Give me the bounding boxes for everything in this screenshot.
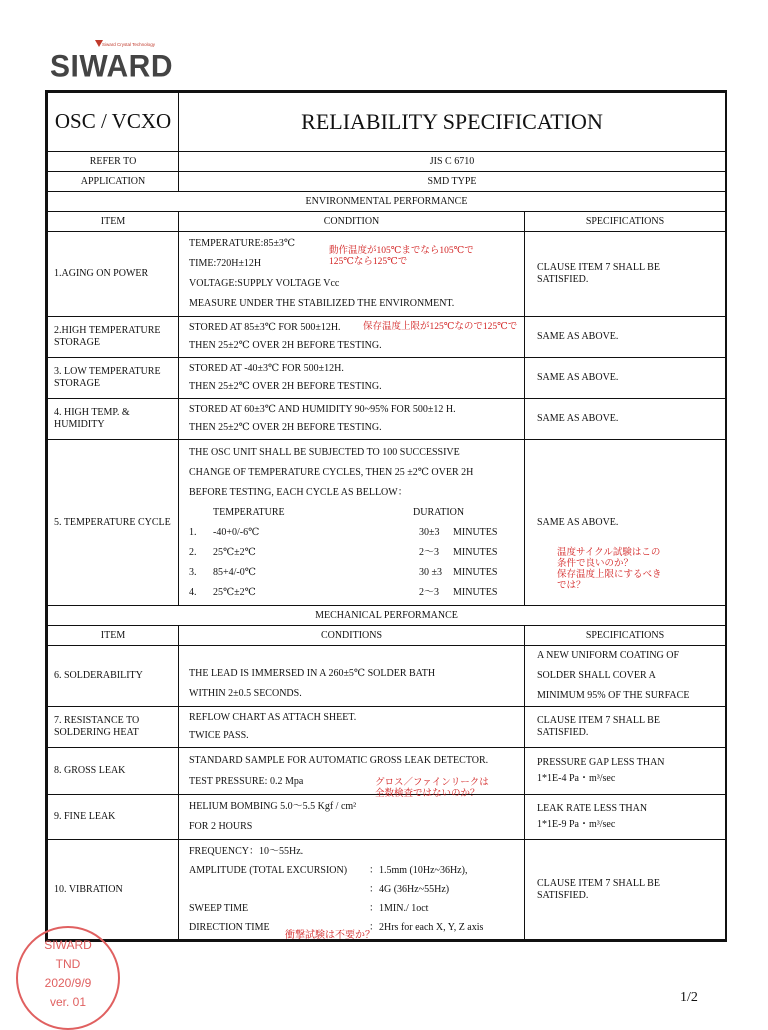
cycle-header	[189, 503, 514, 523]
condition-cell	[179, 399, 525, 440]
section-title-environmental: ENVIRONMENTAL PERFORMANCE	[48, 192, 726, 212]
condition-cell	[179, 358, 525, 399]
condition-line: THEN 25±2℃ OVER 2H BEFORE TESTING.	[189, 340, 382, 351]
condition-line: STORED AT 60±3℃ AND HUMIDITY 90~95% FOR 500±12 H.	[189, 404, 456, 415]
table-row	[48, 317, 726, 358]
condition-line: TWICE PASS.	[189, 730, 249, 741]
condition-cell	[179, 795, 525, 840]
condition-line: TEST PRESSURE: 0.2 Mpa	[189, 776, 304, 787]
spec-line: LEAK RATE LESS THAN	[537, 803, 648, 814]
item-cell: 10. VIBRATION	[48, 840, 179, 940]
condition-line: CHANGE OF TEMPERATURE CYCLES, THEN 25 ±2℃ OVER 2H	[189, 466, 474, 478]
section-title-mechanical: MECHANICAL PERFORMANCE	[48, 606, 726, 626]
cycle-duration: 30±3	[419, 526, 440, 538]
spec-line: 1*1E-4 Pa・m³/sec	[537, 773, 616, 784]
cycle-duration: 2～3	[419, 546, 439, 558]
table-row	[48, 440, 726, 606]
condition-line: THE LEAD IS IMMERSED IN A 260±5℃ SOLDER BATH	[189, 668, 436, 679]
spec-cell	[525, 795, 726, 840]
condition-line: REFLOW CHART AS ATTACH SHEET.	[189, 712, 357, 723]
col-header-condition: CONDITION	[179, 212, 525, 232]
col-header-spec: SPECIFICATIONS	[525, 626, 726, 646]
stamp-version: ver. 01	[49, 995, 87, 1009]
table-row	[48, 707, 726, 748]
spec-line: SOLDER SHALL COVER A	[537, 670, 656, 681]
condition-line: VOLTAGE:SUPPLY VOLTAGE Vcc	[189, 278, 340, 289]
spec-cell	[525, 440, 726, 606]
condition-cell	[179, 232, 525, 317]
page-number: 1/2	[680, 990, 698, 1005]
item-cell: 7. RESISTANCE TO SOLDERING HEAT	[48, 707, 179, 748]
vibration-line	[189, 861, 514, 880]
cycle-number: 3.	[189, 566, 197, 578]
review-note-bottom: 衝撃試験は不要か？	[285, 930, 375, 941]
condition-cell	[179, 707, 525, 748]
spec-cell	[525, 748, 726, 795]
condition-line: STORED AT 85±3℃ FOR 500±12H.	[189, 322, 341, 333]
cycle-row	[189, 583, 514, 603]
condition-line: THE OSC UNIT SHALL BE SUBJECTED TO 100 SUCCESSIVE	[189, 446, 460, 458]
item-cell: 9. FINE LEAK	[48, 795, 179, 840]
item-cell: 1.AGING ON POWER	[48, 232, 179, 317]
spec-line: 1*1E-9 Pa・m³/sec	[537, 819, 616, 830]
cycle-duration: 2～3	[419, 586, 439, 598]
vibration-value: ：4G (36Hz~55Hz)	[369, 884, 450, 895]
col-header-spec: SPECIFICATIONS	[525, 212, 726, 232]
spec-line: A NEW UNIFORM COATING OF	[537, 650, 680, 661]
cycle-temperature: 25℃±2℃	[213, 586, 256, 598]
cycle-row	[189, 543, 514, 563]
company-logo	[48, 36, 188, 84]
cycle-row	[189, 523, 514, 543]
vibration-param: FREQUENCY：10～55Hz.	[189, 846, 304, 857]
vibration-param: AMPLITUDE (TOTAL EXCURSION)	[189, 865, 348, 876]
page-title: RELIABILITY SPECIFICATION	[179, 93, 726, 152]
review-note: 保存温度上限が125℃なので125℃で	[363, 322, 518, 332]
vibration-value: ：1.5mm (10Hz~36Hz),	[369, 865, 468, 876]
stamp-date: 2020/9/9	[44, 976, 92, 990]
table-row	[48, 358, 726, 399]
spec-table	[47, 92, 726, 940]
condition-line: MEASURE UNDER THE STABILIZED THE ENVIRONMENT.	[189, 298, 455, 309]
condition-line: FOR 2 HOURS	[189, 821, 253, 832]
condition-line: STORED AT -40±3℃ FOR 500±12H.	[189, 363, 344, 374]
condition-cell	[179, 646, 525, 707]
cycle-temperature: 25℃±2℃	[213, 546, 256, 558]
cycle-header-temperature: TEMPERATURE	[213, 506, 285, 518]
review-note: 動作温度が105℃までなら105℃で 125℃なら125℃で	[329, 246, 474, 267]
vibration-value: ：1MIN./ 1oct	[369, 903, 429, 914]
table-row	[48, 232, 726, 317]
cycle-number: 2.	[189, 546, 197, 558]
cycle-number: 4.	[189, 586, 197, 598]
approval-stamp	[16, 926, 120, 1030]
spec-cell: SAME AS ABOVE.	[525, 399, 726, 440]
condition-line: BEFORE TESTING, EACH CYCLE AS BELLOW：	[189, 486, 408, 498]
col-header-item: ITEM	[48, 212, 179, 232]
vibration-param: SWEEP TIME	[189, 903, 249, 914]
specification-sheet	[45, 90, 727, 942]
cycle-unit: MINUTES	[453, 546, 498, 558]
condition-line: STANDARD SAMPLE FOR AUTOMATIC GROSS LEAK DETECTOR.	[189, 755, 489, 766]
item-cell: 3. LOW TEMPERATURE STORAGE	[48, 358, 179, 399]
condition-line: THEN 25±2℃ OVER 2H BEFORE TESTING.	[189, 422, 382, 433]
vibration-line	[189, 899, 514, 918]
condition-cell	[179, 748, 525, 799]
application-value: SMD TYPE	[179, 172, 726, 192]
spec-cell: CLAUSE ITEM 7 SHALL BE SATISFIED.	[525, 232, 726, 317]
review-note: グロス／ファインリークは 全数検査ではないのか？	[375, 778, 489, 799]
spec-cell: CLAUSE ITEM 7 SHALL BE SATISFIED.	[525, 707, 726, 748]
refer-label: REFER TO	[48, 152, 179, 172]
condition-line: TIME:720H±12H	[189, 258, 262, 269]
application-label: APPLICATION	[48, 172, 179, 192]
item-cell: 2.HIGH TEMPERATURE STORAGE	[48, 317, 179, 358]
stamp-dept: TND	[55, 957, 81, 971]
condition-line: THEN 25±2℃ OVER 2H BEFORE TESTING.	[189, 381, 382, 392]
spec-line: MINIMUM 95% OF THE SURFACE	[537, 690, 690, 701]
vibration-value: ：2Hrs for each X, Y, Z axis	[369, 922, 484, 933]
logo-wordmark: SIWARD	[50, 49, 173, 84]
item-cell: 6. SOLDERABILITY	[48, 646, 179, 707]
condition-line: TEMPERATURE:85±3℃	[189, 238, 296, 249]
condition-line: HELIUM BOMBING 5.0～5.5 Kgf / cm²	[189, 801, 357, 812]
cycle-header-duration: DURATION	[413, 506, 465, 518]
spec-cell	[525, 646, 726, 707]
stamp-company: SIWARD	[44, 938, 92, 952]
cycle-unit: MINUTES	[453, 526, 498, 538]
col-header-item: ITEM	[48, 626, 179, 646]
cycle-duration: 30 ±3	[419, 566, 442, 578]
product-type: OSC / VCXO	[48, 93, 179, 152]
spec-line: PRESSURE GAP LESS THAN	[537, 757, 665, 768]
vibration-line	[189, 842, 514, 861]
vibration-param	[189, 880, 369, 899]
table-row	[48, 399, 726, 440]
spec-cell: CLAUSE ITEM 7 SHALL BE SATISFIED.	[525, 840, 726, 940]
vibration-param: DIRECTION TIME	[189, 922, 270, 933]
refer-value: JIS C 6710	[179, 152, 726, 172]
vibration-line	[189, 880, 514, 899]
condition-line: WITHIN 2±0.5 SECONDS.	[189, 688, 302, 699]
review-note: 温度サイクル試験はこの 条件で良いのか？ 保存温度上限にするべき では？	[557, 548, 662, 591]
col-header-condition: CONDITIONS	[179, 626, 525, 646]
item-cell: 4. HIGH TEMP. & HUMIDITY	[48, 399, 179, 440]
spec-cell: SAME AS ABOVE.	[525, 358, 726, 399]
table-row	[48, 840, 726, 940]
cycle-row	[189, 563, 514, 583]
table-row	[48, 646, 726, 707]
condition-cell	[179, 840, 525, 940]
spec-cell: SAME AS ABOVE.	[525, 317, 726, 358]
table-row	[48, 795, 726, 840]
logo-tagline: Siward Crystal Technology	[102, 42, 155, 47]
cycle-unit: MINUTES	[453, 586, 498, 598]
cycle-temperature: -40+0/-6℃	[213, 526, 260, 538]
cycle-number: 1.	[189, 526, 197, 538]
condition-cell	[179, 317, 525, 358]
item-cell: 8. GROSS LEAK	[48, 748, 179, 795]
table-row	[48, 748, 726, 795]
spec-text: SAME AS ABOVE.	[537, 516, 619, 528]
cycle-unit: MINUTES	[453, 566, 498, 578]
item-cell: 5. TEMPERATURE CYCLE	[48, 440, 179, 606]
cycle-temperature: 85+4/-0℃	[213, 566, 256, 578]
condition-cell	[179, 440, 525, 606]
